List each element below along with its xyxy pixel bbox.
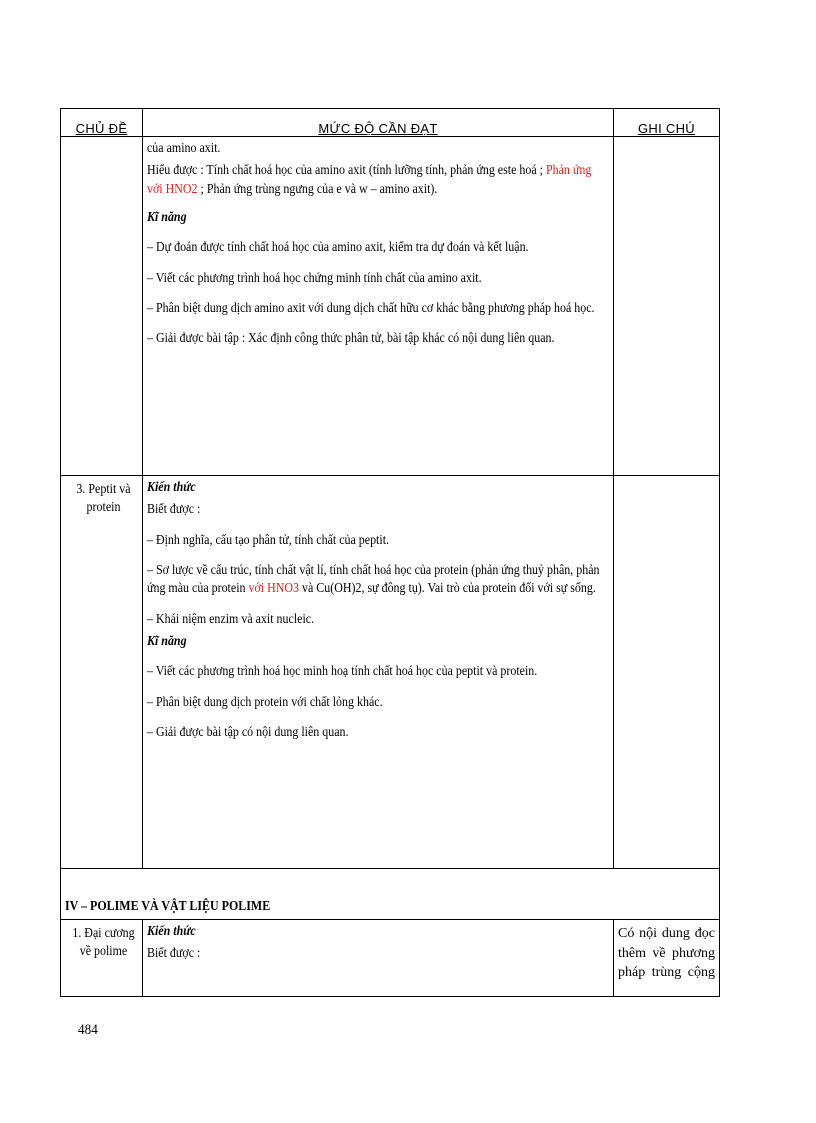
section-title: IV – POLIME VÀ VẬT LIỆU POLIME xyxy=(61,869,720,920)
syllabus-table xyxy=(60,108,720,997)
header-topic: CHỦ ĐỀ xyxy=(61,109,143,137)
knowledge-intro: Biết được : xyxy=(147,501,201,517)
topic-label: 1. Đại cương về polime xyxy=(72,925,135,959)
page-number: 484 xyxy=(78,1022,98,1038)
red-highlight: với HNO3 xyxy=(248,580,300,596)
continued-text: của amino axit. xyxy=(147,140,221,155)
note-cell-empty xyxy=(614,476,720,869)
knowledge-intro: Biết được : xyxy=(147,945,201,961)
skill-heading: Kĩ năng xyxy=(147,633,187,649)
knowledge-heading: Kiến thức xyxy=(147,479,196,494)
row-polymer-general xyxy=(61,920,720,997)
note-text: Có nội dung đọc thêm về phương pháp trùng cộng xyxy=(618,926,715,981)
note-cell xyxy=(614,920,720,997)
knowledge-item: – Khái niệm enzim và axit nucleic. xyxy=(147,610,315,626)
note-cell-empty xyxy=(614,137,720,476)
skill-item: – Phân biệt dung dịch protein với chất lỏng khác. xyxy=(147,693,383,709)
knowledge-heading: Kiến thức xyxy=(147,923,196,938)
header-row xyxy=(61,109,720,137)
section-row xyxy=(61,869,720,920)
skill-item: – Viết các phương trình hoá học chứng minh tính chất của amino axit. xyxy=(147,269,482,285)
header-note: GHI CHÚ xyxy=(614,109,720,137)
skill-item: – Giải được bài tập có nội dung liên quan. xyxy=(147,724,349,740)
understand-text: Hiểu được : Tính chất hoá học của amino axit (tính lưỡng tính, phản ứng este hoá ; Phản ứng với HNO2 ; Phản ứng trùng ngưng của e và w – amino axit). xyxy=(147,162,592,196)
skill-item: – Viết các phương trình hoá học minh hoạ tính chất hoá học của peptit và protein. xyxy=(147,663,538,679)
level-cell xyxy=(143,137,614,476)
topic-cell xyxy=(61,920,143,997)
header-level: MỨC ĐỘ CẦN ĐẠT xyxy=(143,109,614,137)
level-cell xyxy=(143,476,614,869)
topic-label: 3. Peptit và protein xyxy=(76,481,131,515)
skill-item: – Phân biệt dung dịch amino axit với dung dịch chất hữu cơ khác bằng phương pháp hoá học. xyxy=(147,300,595,316)
skill-heading: Kĩ năng xyxy=(147,209,187,225)
knowledge-item: – Sơ lược về cấu trúc, tính chất vật lí, tính chất hoá học của protein (phản ứng thuỷ phân, phản ứng màu của protein với HNO3 và Cu(OH)2, sự đông tụ). Vai trò của protein đối với sự sống. xyxy=(147,562,600,596)
level-cell xyxy=(143,920,614,997)
red-highlight: Phản ứng với HNO2 xyxy=(147,162,592,196)
topic-cell xyxy=(61,476,143,869)
skill-item: – Giải được bài tập : Xác định công thức phân tử, bài tập khác có nội dung liên quan. xyxy=(147,330,555,346)
skill-item: – Dự đoán được tính chất hoá học của amino axit, kiểm tra dự đoán và kết luận. xyxy=(147,239,529,255)
row-peptide-protein xyxy=(61,476,720,869)
row-amino-acid-continued xyxy=(61,137,720,476)
topic-cell-empty xyxy=(61,137,143,476)
knowledge-item: – Định nghĩa, cấu tạo phân tử, tính chất của peptit. xyxy=(147,531,390,547)
